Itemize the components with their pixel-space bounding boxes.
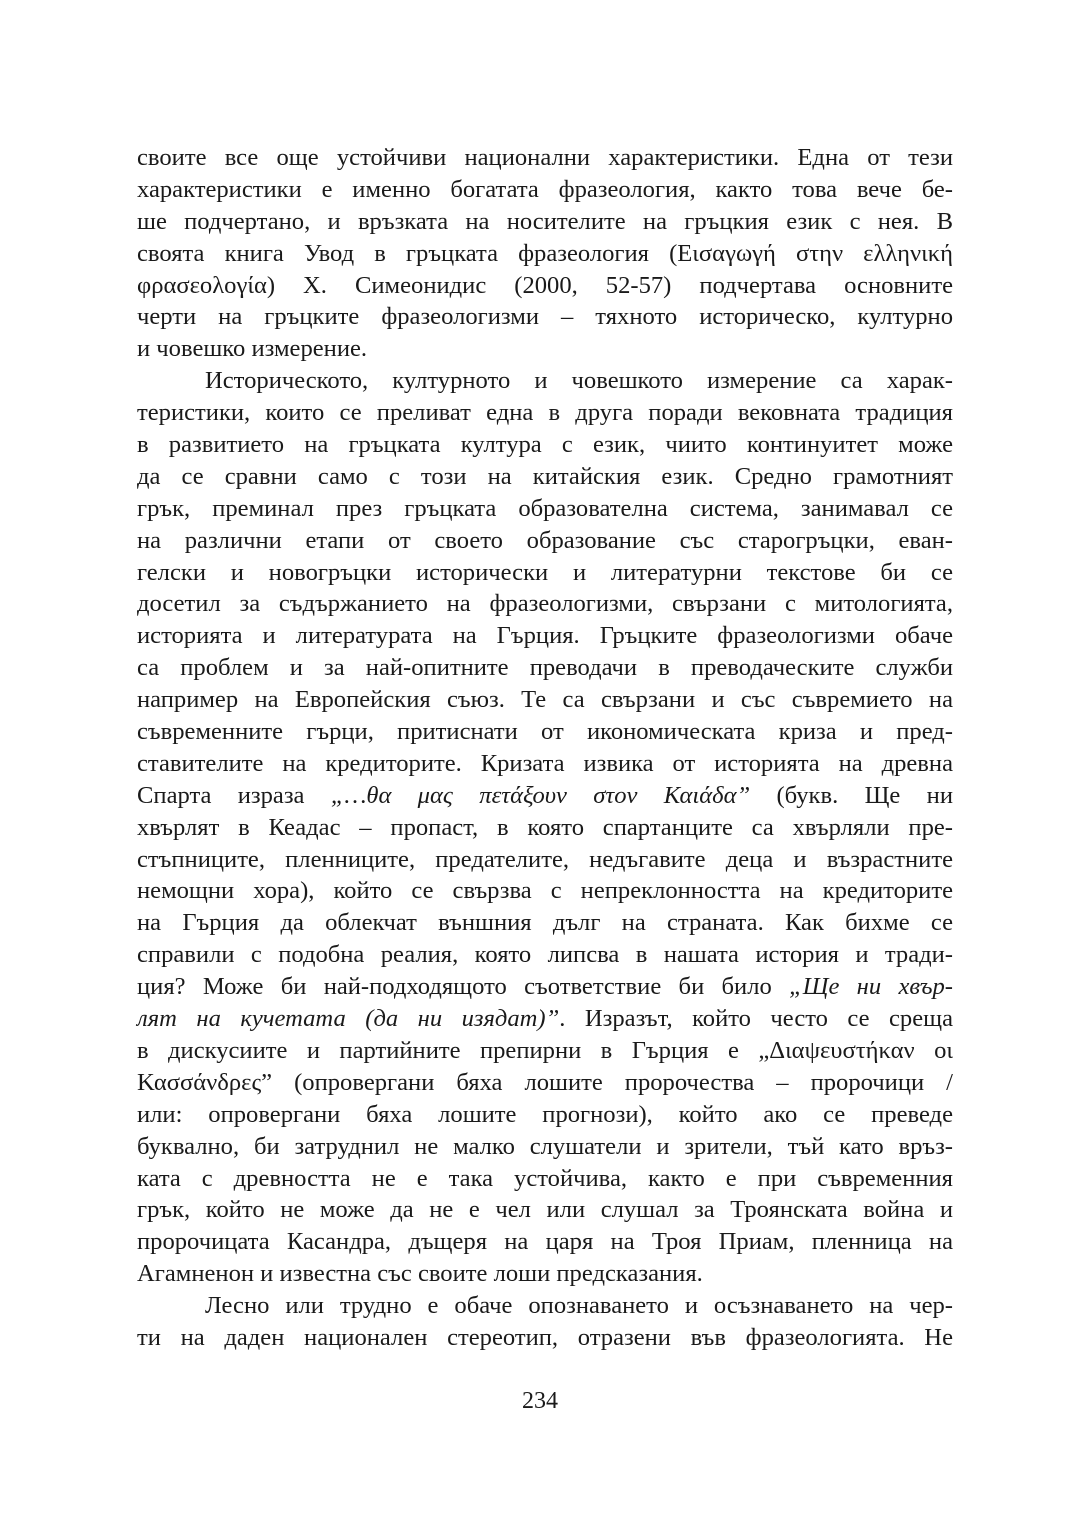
text-line: Агамненон и известна със своите лоши предсказания. xyxy=(137,1260,703,1288)
text-line: хвърлят в Кеадас – пропаст, в която спартанците са хвърляли пре- xyxy=(137,813,953,841)
text-line: черти на гръцките фразеологизми – тяхното историческо, културно xyxy=(137,303,953,331)
text-line: в развитието на гръцката култура с език, чиито континуитет може xyxy=(137,431,953,459)
text-line: грък, преминал през гръцката образователна система, занимавал се xyxy=(137,494,953,522)
paragraph-first-line: Историческото, културното и човешкото измерение са харак- xyxy=(205,367,953,395)
text-line xyxy=(137,971,953,1003)
page-number: 234 xyxy=(522,1388,558,1414)
text-line: ти на даден национален стереотип, отразени във фразеологията. Не xyxy=(137,1323,953,1351)
text-line: своите все още устойчиви национални характеристики. Една от тези xyxy=(137,144,953,171)
text-line: на Гърция да облекчат външния дълг на страната. Как бихме се xyxy=(137,909,953,937)
text-line: грък, който не може да не е чел или слушал за Троянската война и xyxy=(137,1196,953,1224)
text-line: буквално, би затруднил не малко слушатели и зрители, тъй като връз- xyxy=(137,1132,953,1160)
text-line: справили с подобна реалия, която липсва в нашата история и тради- xyxy=(137,941,953,969)
italic-quote: лят на кучетата (да ни изядат)” xyxy=(137,1005,560,1033)
text-line: Κασσάνδρες” (опровергани бяха лошите пророчества – пророчици / xyxy=(137,1068,953,1096)
text-line: немощни хора), който се свързва с непреклонността на кредиторите xyxy=(137,877,953,905)
text-line: своята книга Увод в гръцката фразеология (Εισαγωγή στην ελληνική xyxy=(137,239,953,267)
text-line: ше подчертано, и връзката на носителите на гръцкия език с нея. В xyxy=(137,207,953,235)
text-line: например на Европейския съюз. Те са свързани и със съвремието на xyxy=(137,686,953,714)
line-text-before: ция? Може би най-подходящото съответствие би било xyxy=(137,973,790,1001)
text-line: са проблем и за най-опитните преводачи в преводаческите служби xyxy=(137,654,953,682)
text-line: φρασεολογία) Х. Симеонидис (2000, 52-57) подчертава основните xyxy=(137,271,953,299)
text-line: историята и литературата на Гърция. Гръцките фразеологизми обаче xyxy=(137,622,953,650)
text-line: досетил за съдържанието на фразеологизми, свързани с митологията, xyxy=(137,590,953,618)
text-line: пророчицата Касандра, дъщеря на царя на Троя Приам, пленница на xyxy=(137,1228,953,1256)
text-line: теристики, които се преливат една в друга поради вековната традиция xyxy=(137,399,953,427)
paragraph-first-line: Лесно или трудно е обаче опознаването и осъзнаването на чер- xyxy=(205,1292,953,1320)
line-text-after: . Изразът, който често се среща xyxy=(559,1005,953,1033)
text-line: на различни етапи от своето образование със старогръцки, еван- xyxy=(137,526,953,554)
text-line: стъпниците, пленниците, предателите, недъгавите деца и възрастните xyxy=(137,845,953,873)
text-line xyxy=(137,780,953,812)
line-text-after: (букв. Ще ни xyxy=(750,781,953,809)
text-line xyxy=(137,1003,953,1035)
italic-quote: „Ще ни хвър- xyxy=(789,973,953,1001)
text-line: или: опровергани бяха лошите прогнози), който ако се преведе xyxy=(137,1100,953,1128)
text-line: ставителите на кредиторите. Кризата извика от историята на древна xyxy=(137,749,953,777)
text-line: ката с древността не е така устойчива, както е при съвременния xyxy=(137,1164,953,1192)
text-line: характеристики е именно богатата фразеология, както това вече бе- xyxy=(137,175,953,203)
text-line: в дискусиите и партийните препирни в Гърция е „Διαψευστήκαν οι xyxy=(137,1036,953,1064)
text-line: и човешко измерение. xyxy=(137,335,368,363)
body-text xyxy=(137,142,953,1354)
line-text-before: Спарта израза xyxy=(137,781,331,809)
text-line: да се сравни само с този на китайския език. Средно грамотният xyxy=(137,462,953,490)
italic-quote: „…θα μας πετάξουν στον Καιάδα” xyxy=(330,781,751,809)
text-line: гелски и новогръцки исторически и литературни текстове би се xyxy=(137,558,953,586)
text-line: съвременните гърци, притиснати от икономическата криза и пред- xyxy=(137,718,953,746)
